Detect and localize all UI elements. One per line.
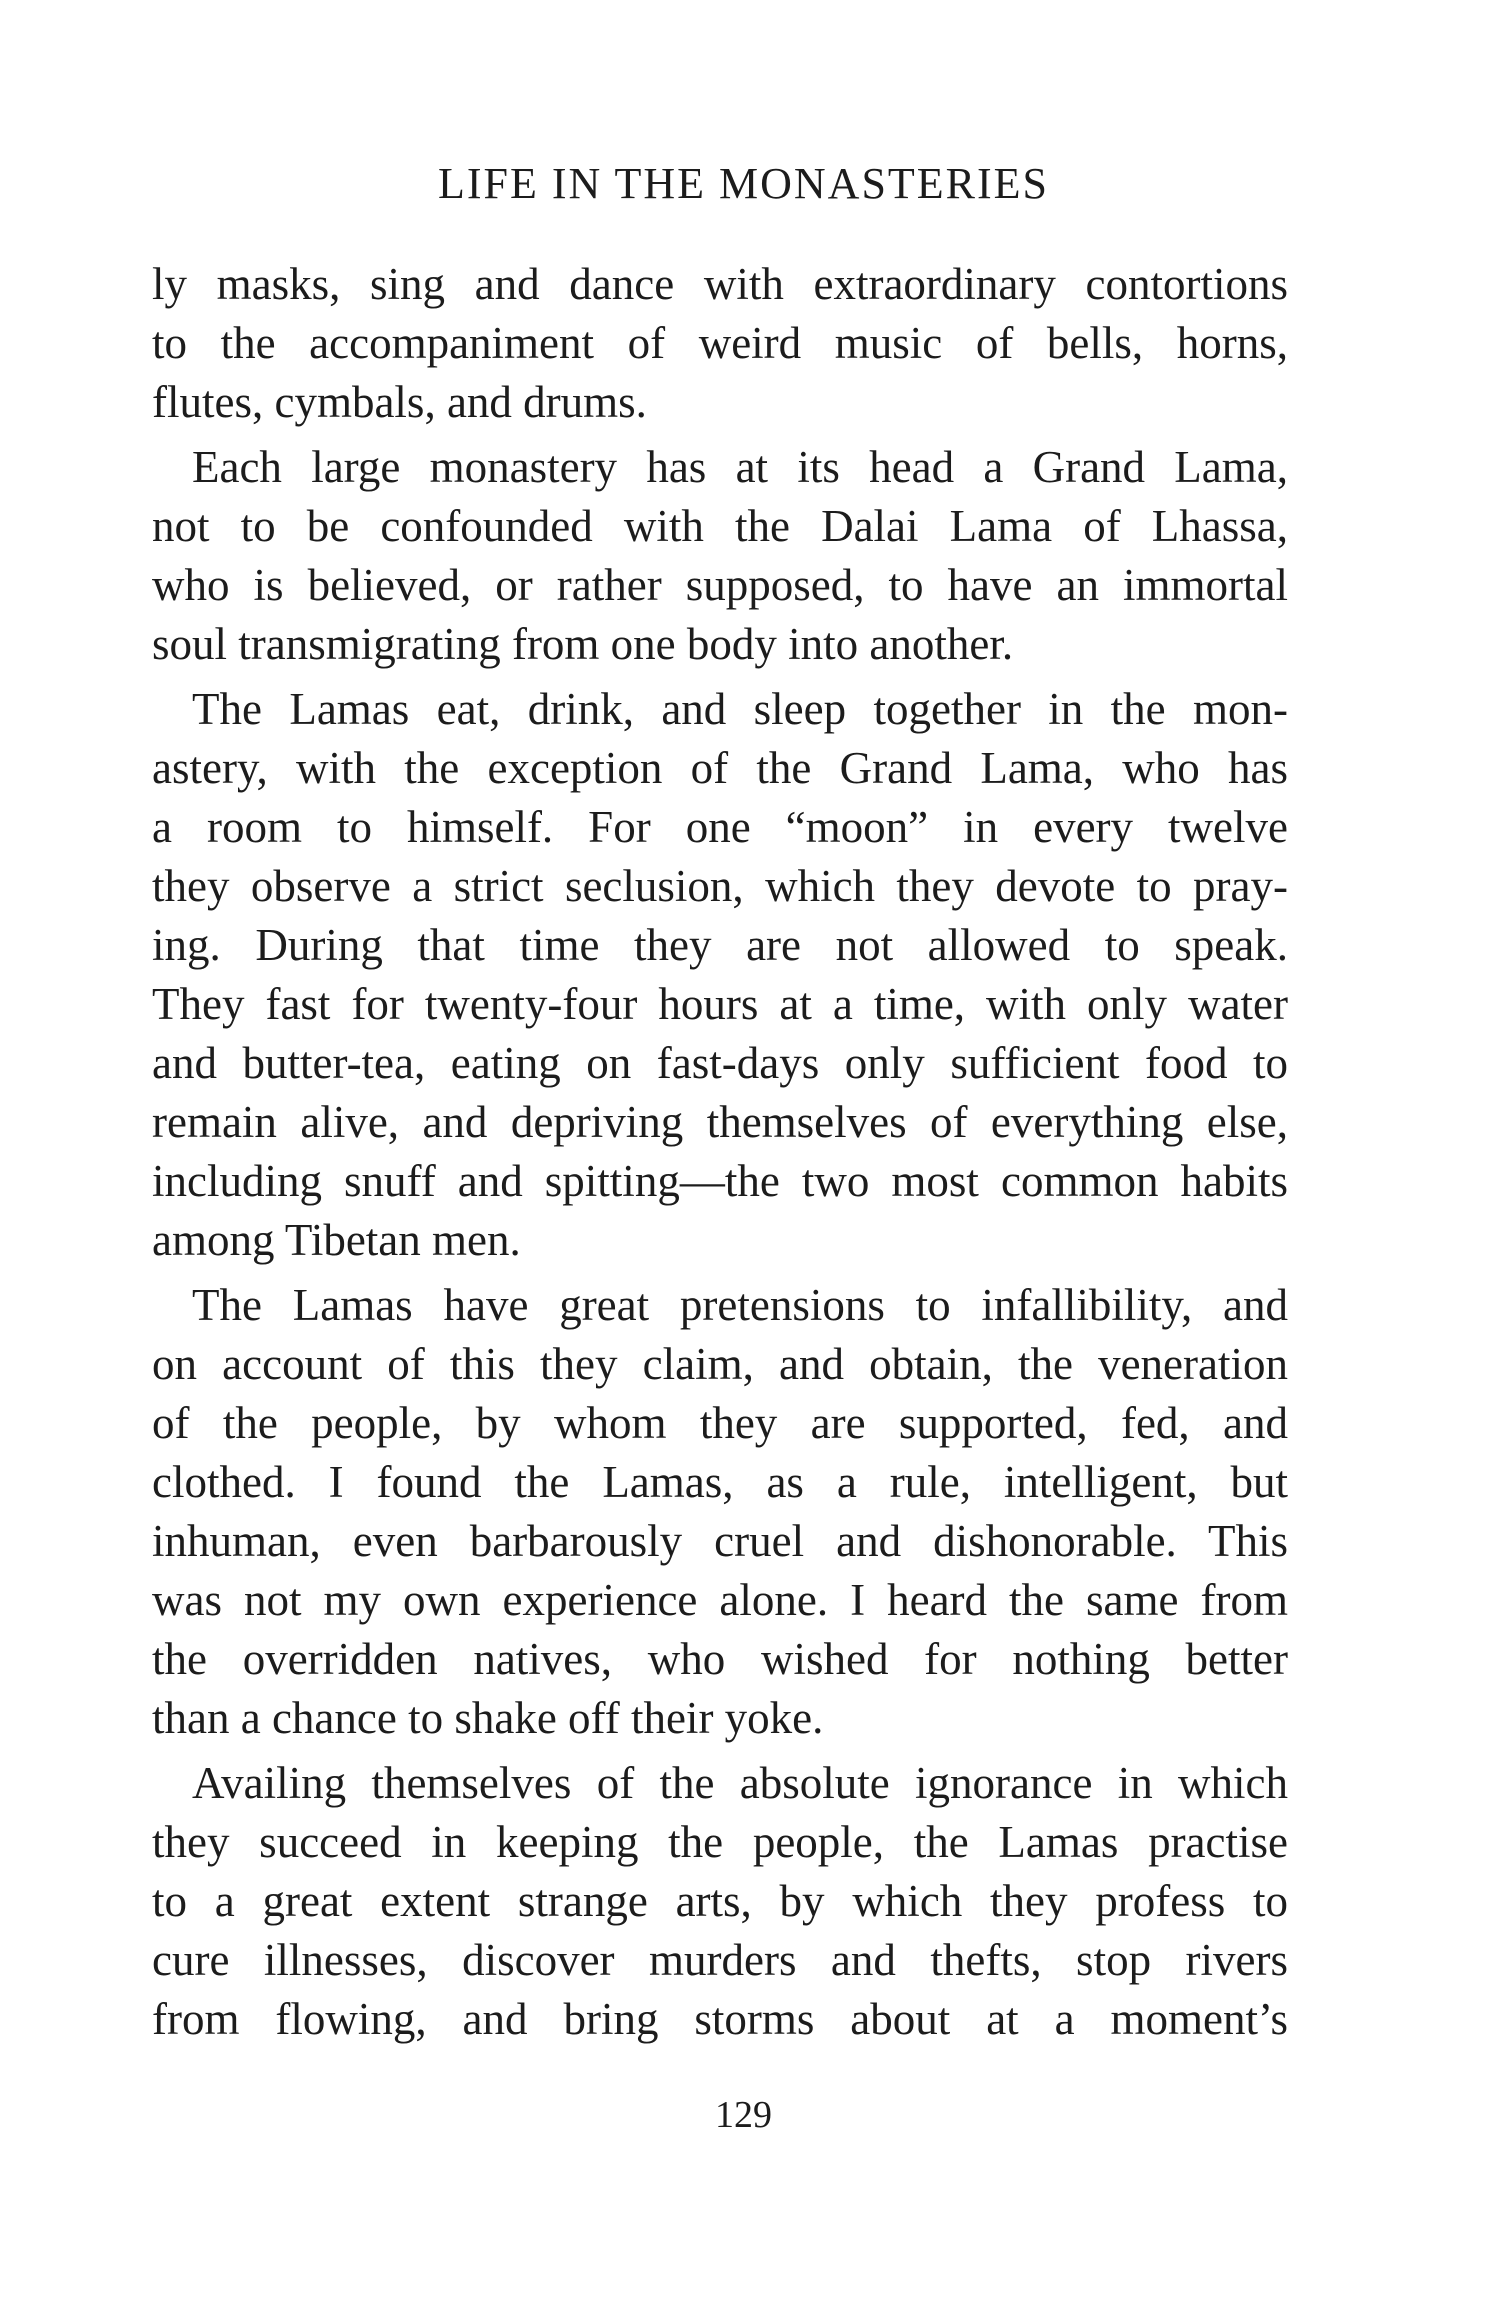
text-line: ing. During that time they are not allowed to speak.: [152, 920, 1288, 970]
text-line: cure illnesses, discover murders and thefts, stop rivers: [152, 1935, 1288, 1985]
text-line: to a great extent strange arts, by which they profess to: [152, 1876, 1288, 1926]
text-line: than a chance to shake off their yoke.: [152, 1693, 824, 1743]
text-line: remain alive, and depriving themselves of everything else,: [152, 1097, 1288, 1147]
text-line: of the people, by whom they are supported, fed, and: [152, 1398, 1288, 1448]
text-line: not to be confounded with the Dalai Lama of Lhassa,: [152, 501, 1288, 551]
running-head: LIFE IN THE MONASTERIES: [437, 159, 1050, 208]
text-line: inhuman, even barbarously cruel and dishonorable. This: [152, 1516, 1288, 1566]
text-line: They fast for twenty-four hours at a time, with only water: [152, 979, 1288, 1029]
text-line: to the accompaniment of weird music of bells, horns,: [152, 318, 1288, 368]
text-line: The Lamas eat, drink, and sleep together in the mon-: [192, 684, 1288, 734]
text-line: from flowing, and bring storms about at a moment’s: [152, 1994, 1288, 2044]
body-text: [152, 255, 1288, 2049]
text-line: Each large monastery has at its head a Grand Lama,: [192, 442, 1288, 492]
text-line: ly masks, sing and dance with extraordinary contortions: [152, 259, 1288, 309]
text-line: clothed. I found the Lamas, as a rule, intelligent, but: [152, 1457, 1288, 1507]
text-line: a room to himself. For one “moon” in every twelve: [152, 802, 1288, 852]
text-line: flutes, cymbals, and drums.: [152, 377, 647, 427]
text-line: they observe a strict seclusion, which they devote to pray-: [152, 861, 1288, 911]
text-line: among Tibetan men.: [152, 1215, 521, 1265]
text-line: including snuff and spitting—the two most common habits: [152, 1156, 1288, 1206]
text-line: they succeed in keeping the people, the Lamas practise: [152, 1817, 1288, 1867]
text-line: astery, with the exception of the Grand Lama, who has: [152, 743, 1288, 793]
text-line: was not my own experience alone. I heard the same from: [152, 1575, 1288, 1625]
text-line: who is believed, or rather supposed, to have an immortal: [152, 560, 1288, 610]
text-line: The Lamas have great pretensions to infallibility, and: [192, 1280, 1288, 1330]
text-line: Availing themselves of the absolute ignorance in which: [192, 1758, 1288, 1808]
page-number: 129: [715, 2094, 772, 2136]
text-line: soul transmigrating from one body into another.: [152, 619, 1014, 669]
text-line: and butter-tea, eating on fast-days only sufficient food to: [152, 1038, 1288, 1088]
text-line: on account of this they claim, and obtain, the veneration: [152, 1339, 1288, 1389]
text-line: the overridden natives, who wished for nothing better: [152, 1634, 1288, 1684]
